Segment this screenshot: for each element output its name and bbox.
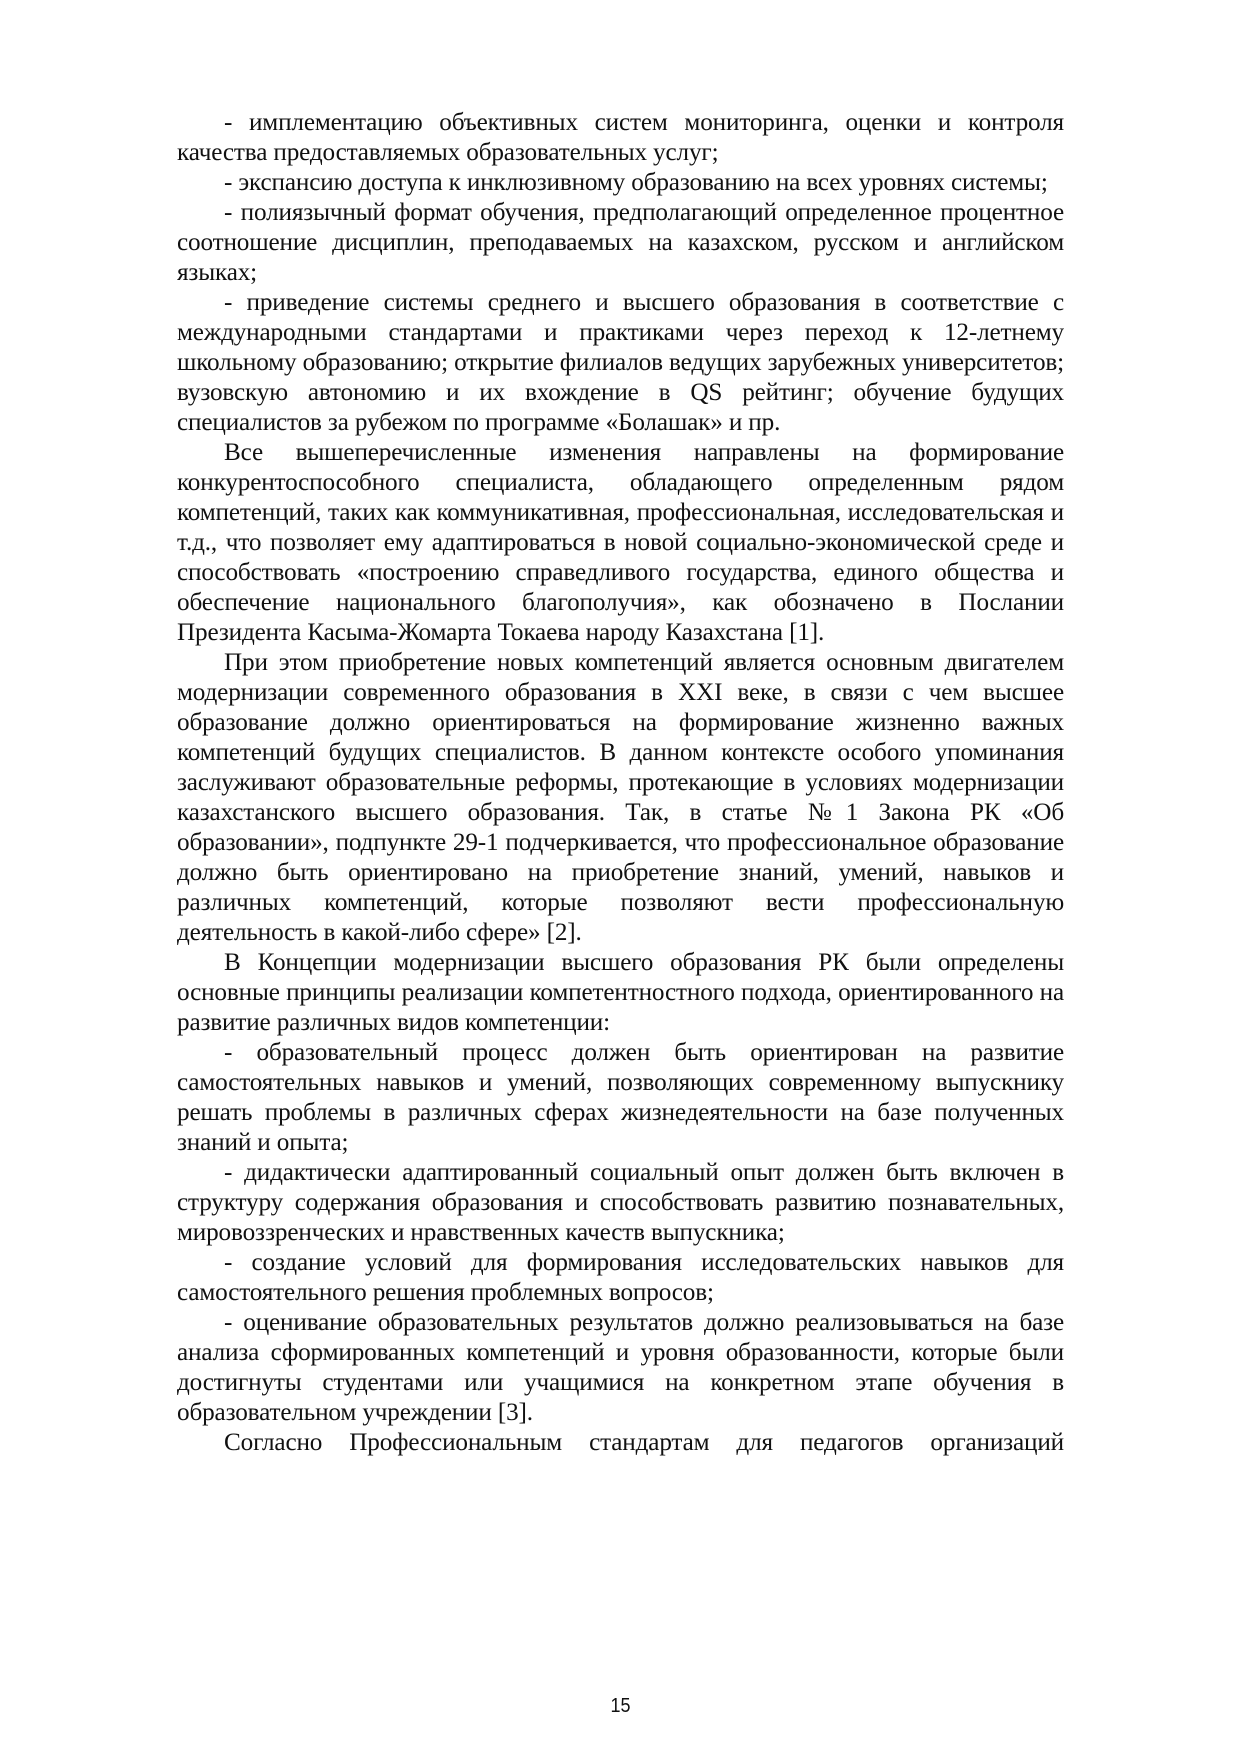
- paragraph-social-experience-bullet: - дидактически адаптированный социальный опыт должен быть включен в структуру содержания образования и способствовать развитию познавательных, мировоззренческих и нравственных качеств выпускника;: [177, 1159, 1064, 1246]
- paragraph-competitive-specialist: Все вышеперечисленные изменения направлены на формирование конкурентоспособного специалиста, обладающего определенным рядом компетенций, таких как коммуникативная, профессиональная, исследовательская и т.д., что позволяет ему адаптироваться в новой социально-экономической среде и способствовать «построению справедливого государства, единого общества и обеспечение национального благополучия», как обозначено в Послании Президента Касыма-Жомарта Токаева народу Казахстана [1].: [177, 439, 1064, 646]
- document-body: [177, 108, 1064, 1458]
- paragraph-professional-standards: Согласно Профессиональным стандартам для педагогов организаций: [224, 1429, 1064, 1456]
- paragraph-assessment-bullet: - оценивание образовательных результатов должно реализовываться на базе анализа сформированных компетенций и уровня образованности, которые были достигнуты студентами или учащимися на конкретном этапе обучения в образовательном учреждении [3].: [177, 1309, 1064, 1426]
- paragraph-monitoring-bullet: - имплементацию объективных систем мониторинга, оценки и контроля качества предоставляемых образовательных услуг;: [177, 109, 1064, 166]
- paragraph-process-bullet: - образовательный процесс должен быть ориентирован на развитие самостоятельных навыков и умений, позволяющих современному выпускнику решать проблемы в различных сферах жизнедеятельности на базе полученных знаний и опыта;: [177, 1039, 1064, 1156]
- paragraph-standards-bullet: - приведение системы среднего и высшего образования в соответствие с международными стандартами и практиками через переход к 12-летнему школьному образованию; открытие филиалов ведущих зарубежных университетов; вузовскую автономию и их вхождение в QS рейтинг; обучение будущих специалистов за рубежом по программе «Болашак» и пр.: [177, 289, 1064, 436]
- paragraph-inclusive-bullet: - экспансию доступа к инклюзивному образованию на всех уровнях системы;: [224, 169, 1048, 196]
- paragraph-concept-modernization: В Концепции модернизации высшего образования РК были определены основные принципы реализации компетентностного подхода, ориентированного на развитие различных видов компетенции:: [177, 949, 1064, 1036]
- page-number: 15: [610, 1695, 631, 1717]
- paragraph-multilingual-bullet: - полиязычный формат обучения, предполагающий определенное процентное соотношение дисциплин, преподаваемых на казахском, русском и английском языках;: [177, 199, 1064, 286]
- paragraph-new-competencies: При этом приобретение новых компетенций является основным двигателем модернизации современного образования в XXI веке, в связи с чем высшее образование должно ориентироваться на формирование жизненно важных компетенций будущих специалистов. В данном контексте особого упоминания заслуживают образовательные реформы, протекающие в условиях модернизации казахстанского высшего образования. Так, в статье №1 Закона РК «Об образовании», подпункте 29-1 подчеркивается, что профессиональное образование должно быть ориентировано на приобретение знаний, умений, навыков и различных компетенций, которые позволяют вести профессиональную деятельность в какой-либо сфере» [2].: [177, 649, 1064, 946]
- paragraph-research-skills-bullet: - создание условий для формирования исследовательских навыков для самостоятельного решения проблемных вопросов;: [177, 1249, 1064, 1306]
